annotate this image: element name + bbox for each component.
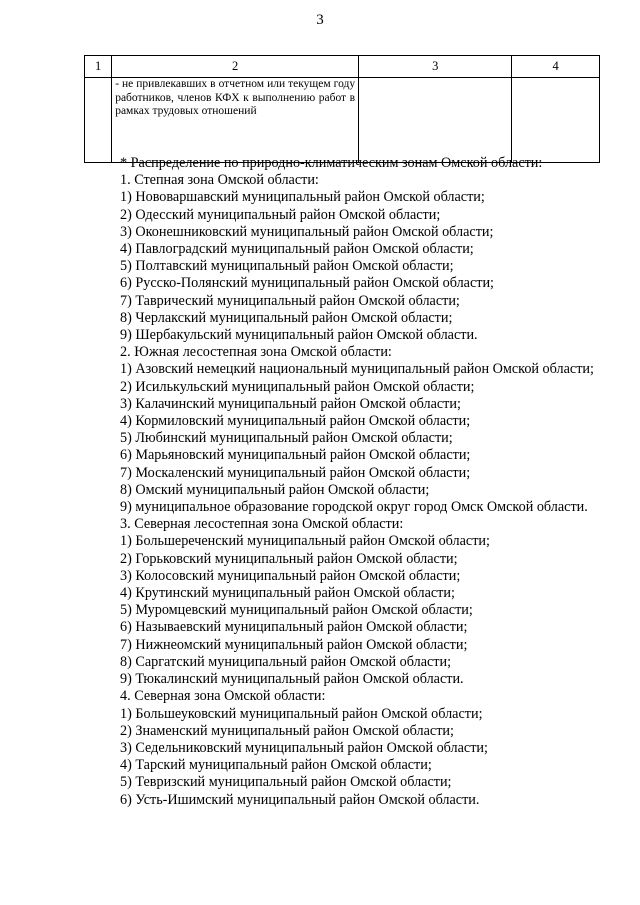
list-item: 1) Большереченский муниципальный район Омской области; — [120, 533, 490, 550]
document-body — [84, 155, 600, 809]
zone-title: 3. Северная лесостепная зона Омской области: — [120, 516, 404, 533]
zone-title: 2. Южная лесостепная зона Омской области: — [120, 344, 392, 361]
list-item: 2) Знаменский муниципальный район Омской области; — [120, 722, 454, 739]
list-item: 3) Оконешниковский муниципальный район Омской области; — [120, 223, 494, 240]
list-item: 6) Усть-Ишимский муниципальный район Омской области. — [120, 791, 480, 808]
list-item: 8) Саргатский муниципальный район Омской области; — [120, 653, 452, 670]
list-item: 7) Нижнеомский муниципальный район Омской области; — [120, 636, 468, 653]
list-item: 8) Омский муниципальный район Омской области; — [120, 481, 430, 498]
list-item: 1) Азовский немецкий национальный муниципальный район Омской области; — [120, 361, 594, 378]
list-item: 1) Большеуковский муниципальный район Омской области; — [120, 705, 483, 722]
list-item: 6) Русско-Полянский муниципальный район Омской области; — [120, 275, 494, 292]
list-item: 5) Полтавский муниципальный район Омской области; — [120, 258, 454, 275]
table-header-row — [85, 56, 600, 78]
table-fragment — [84, 55, 600, 163]
list-item: 2) Одесский муниципальный район Омской области; — [120, 206, 441, 223]
list-item: 5) Любинский муниципальный район Омской области; — [120, 430, 453, 447]
list-item: 6) Называевский муниципальный район Омской области; — [120, 619, 468, 636]
list-item: 7) Таврический муниципальный район Омской области; — [120, 292, 460, 309]
zone-title: 4. Северная зона Омской области: — [120, 688, 326, 705]
list-item: 3) Седельниковский муниципальный район Омской области; — [120, 739, 488, 756]
table-row — [85, 78, 600, 163]
column-header-3: 3 — [359, 56, 512, 78]
list-item: 5) Тевризский муниципальный район Омской области; — [120, 774, 452, 791]
list-item: 9) Тюкалинский муниципальный район Омской области. — [120, 671, 464, 688]
list-item: 6) Марьяновский муниципальный район Омской области; — [120, 447, 471, 464]
table-cell-empty — [359, 78, 512, 163]
list-item: 5) Муромцевский муниципальный район Омской области; — [120, 602, 473, 619]
list-item: 4) Тарский муниципальный район Омской области; — [120, 757, 432, 774]
list-item: 2) Исилькульский муниципальный район Омской области; — [120, 378, 475, 395]
page-number: 3 — [316, 12, 324, 28]
list-item: 7) Москаленский муниципальный район Омской области; — [120, 464, 471, 481]
list-item: 4) Крутинский муниципальный район Омской области; — [120, 585, 455, 602]
footnote-title: * Распределение по природно-климатическим зонам Омской области: — [120, 155, 543, 171]
column-header-2: 2 — [112, 56, 359, 78]
list-item: 1) Нововаршавский муниципальный район Омской области; — [120, 189, 485, 206]
list-item: 3) Калачинский муниципальный район Омской области; — [120, 395, 461, 412]
table-cell-empty — [85, 78, 112, 163]
zone-title: 1. Степная зона Омской области: — [120, 172, 319, 189]
list-item: 4) Павлоградский муниципальный район Омской области; — [120, 241, 474, 258]
list-item: 8) Черлакский муниципальный район Омской области; — [120, 309, 453, 326]
list-item: 9) муниципальное образование городской округ город Омск Омской области. — [120, 499, 588, 516]
list-item: 3) Колосовский муниципальный район Омской области; — [120, 567, 461, 584]
list-item: 2) Горьковский муниципальный район Омской области; — [120, 550, 458, 567]
list-item: 4) Кормиловский муниципальный район Омской области; — [120, 413, 471, 430]
table-cell-text: - не привлекавших в отчетном или текущем году работников, членов КФХ к выполнению работ в рамках трудовых отношений — [112, 78, 359, 163]
column-header-4: 4 — [512, 56, 600, 78]
column-header-1: 1 — [85, 56, 112, 78]
list-item: 9) Шербакульский муниципальный район Омской области. — [120, 327, 478, 344]
table-cell-empty — [512, 78, 600, 163]
